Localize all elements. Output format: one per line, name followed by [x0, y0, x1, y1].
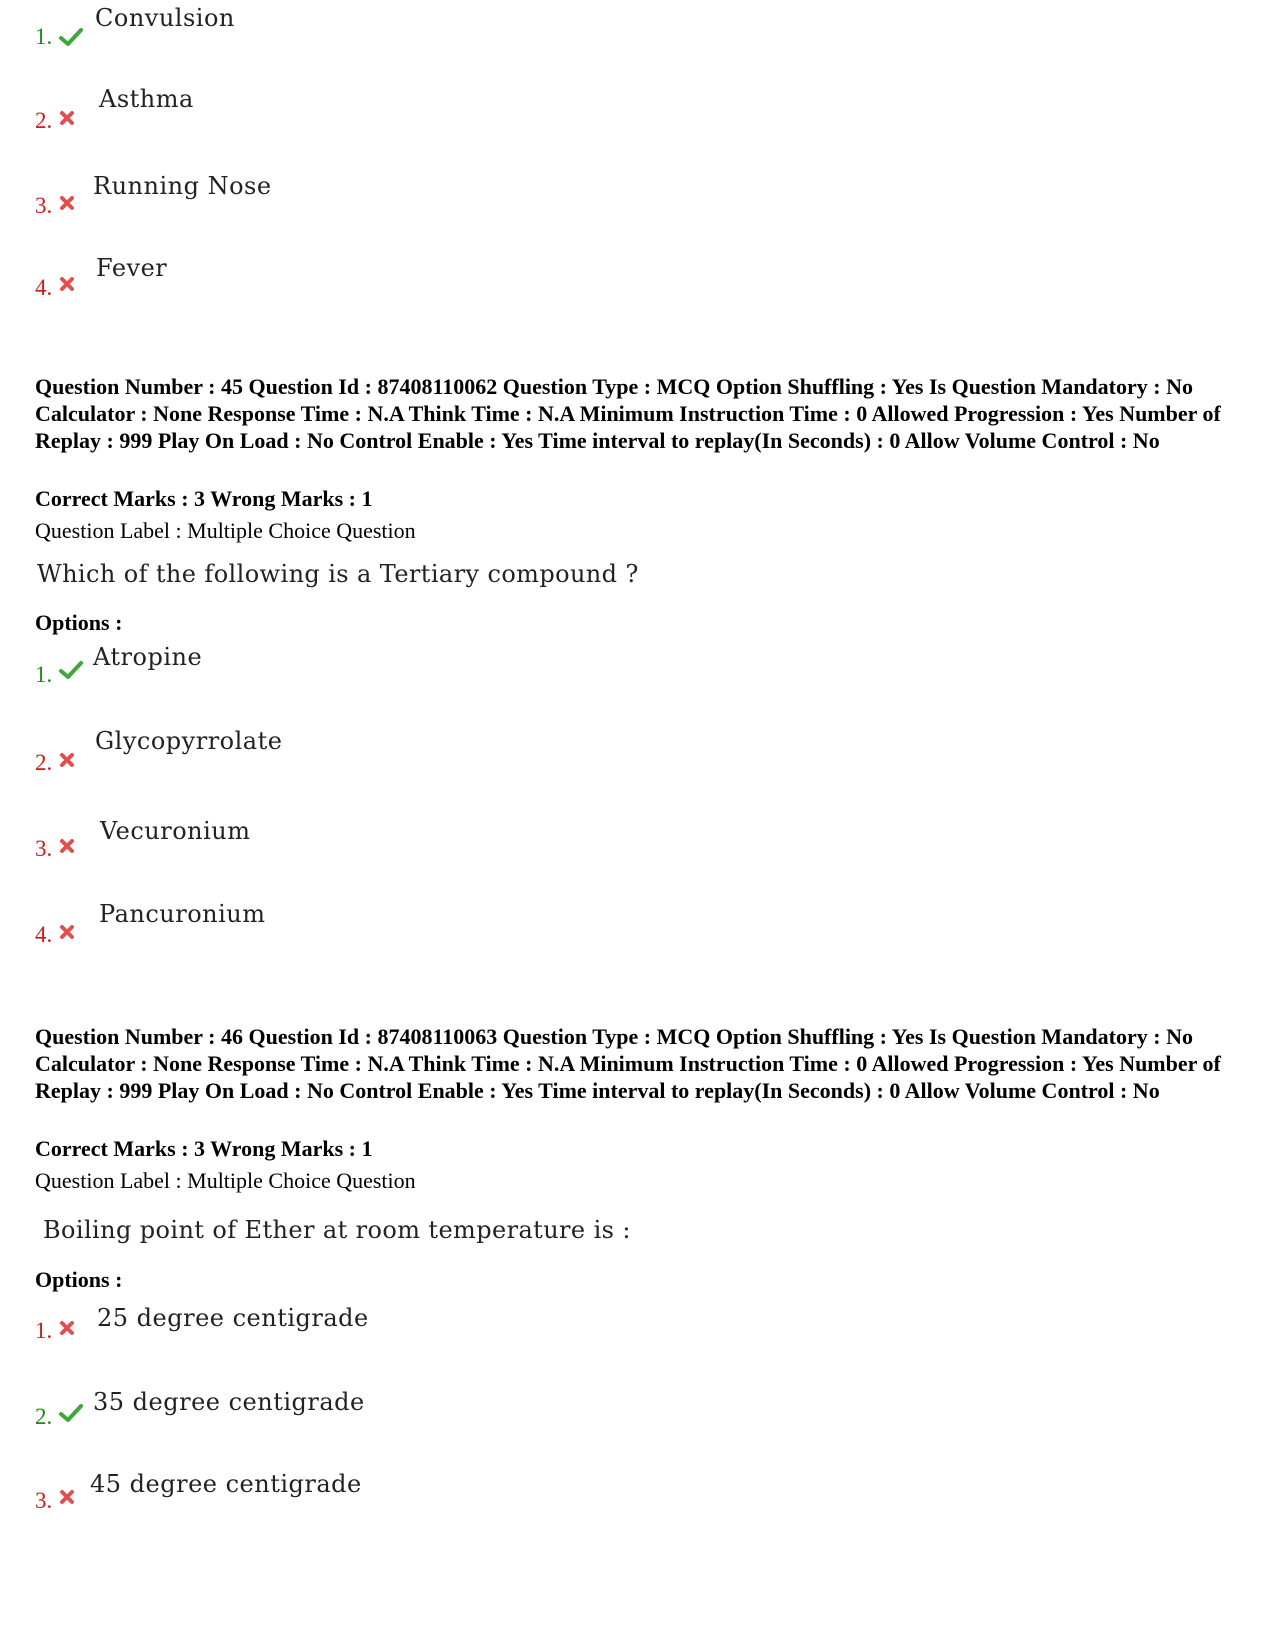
- option-number: 4.: [35, 922, 53, 947]
- question-metadata: Question Number : 45 Question Id : 87408110062 Question Type : MCQ Option Shuffling : Yes Is Question Mandatory : No Calculator : None Response Time : N.A Think Time : N.A Minimum Instruction Time : 0 Allowed Progression : Yes Number of Replay : 999 Play On Load : No Control Enable : Yes Time interval to replay(In Seconds) : 0 Allow Volume Control : No: [35, 374, 1221, 453]
- options-heading: Options :: [35, 610, 123, 635]
- cross-icon: [59, 1320, 75, 1336]
- check-icon: [59, 1403, 83, 1423]
- option-text: Convulsion: [95, 4, 235, 32]
- option-number: 2.: [35, 1404, 53, 1429]
- option-text: Fever: [96, 254, 168, 282]
- cross-icon: [59, 110, 75, 126]
- question-marks: Correct Marks : 3 Wrong Marks : 1: [35, 486, 373, 511]
- options-heading: Options :: [35, 1267, 123, 1292]
- question-label: Question Label : Multiple Choice Question: [35, 1168, 416, 1193]
- option-number: 3.: [35, 193, 53, 218]
- option-number: 2.: [35, 750, 53, 775]
- cross-icon: [59, 752, 75, 768]
- option-number: 4.: [35, 275, 53, 300]
- option-text: Asthma: [99, 85, 194, 113]
- question-text: Boiling point of Ether at room temperature is :: [43, 1216, 631, 1244]
- cross-icon: [59, 276, 75, 292]
- option-text: 45 degree centigrade: [90, 1470, 362, 1498]
- option-text: Running Nose: [93, 172, 272, 200]
- option-number: 3.: [35, 836, 53, 861]
- option-text: 35 degree centigrade: [93, 1388, 365, 1416]
- question-marks: Correct Marks : 3 Wrong Marks : 1: [35, 1136, 373, 1161]
- option-number: 1.: [35, 662, 53, 687]
- check-icon: [59, 660, 83, 680]
- question-metadata: Question Number : 46 Question Id : 87408110063 Question Type : MCQ Option Shuffling : Yes Is Question Mandatory : No Calculator : None Response Time : N.A Think Time : N.A Minimum Instruction Time : 0 Allowed Progression : Yes Number of Replay : 999 Play On Load : No Control Enable : Yes Time interval to replay(In Seconds) : 0 Allow Volume Control : No: [35, 1024, 1221, 1103]
- option-number: 3.: [35, 1488, 53, 1513]
- option-number: 2.: [35, 108, 53, 133]
- question-label: Question Label : Multiple Choice Question: [35, 518, 416, 543]
- cross-icon: [59, 924, 75, 940]
- option-text: Vecuronium: [100, 817, 251, 845]
- question-text: Which of the following is a Tertiary compound ?: [37, 560, 639, 588]
- cross-icon: [59, 838, 75, 854]
- cross-icon: [59, 195, 75, 211]
- option-text: 25 degree centigrade: [97, 1304, 369, 1332]
- option-text: Glycopyrrolate: [95, 727, 283, 755]
- check-icon: [59, 27, 83, 47]
- option-text: Pancuronium: [99, 900, 266, 928]
- cross-icon: [59, 1489, 75, 1505]
- option-number: 1.: [35, 1318, 53, 1343]
- option-text: Atropine: [93, 643, 203, 671]
- option-number: 1.: [35, 24, 53, 49]
